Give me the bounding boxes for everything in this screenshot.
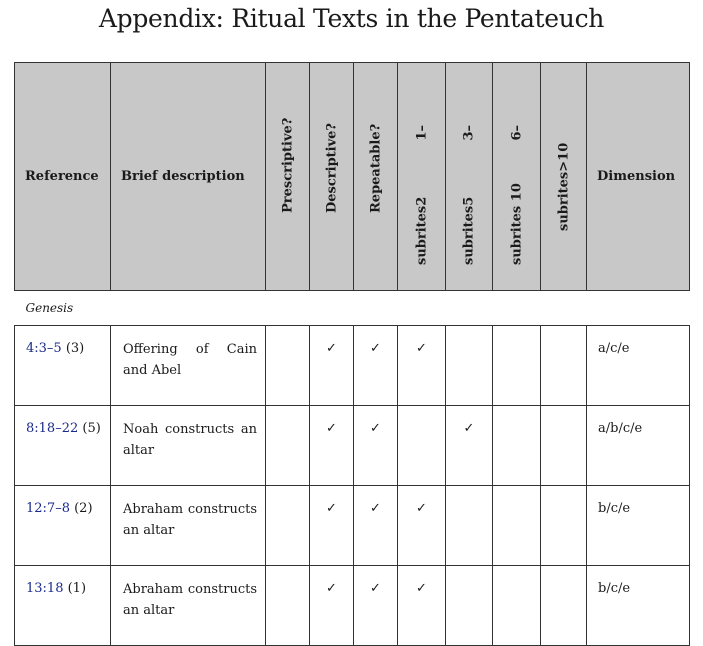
repeatable-cell: ✓ [354, 566, 398, 646]
header-row [15, 63, 690, 291]
table-row [15, 326, 690, 406]
header-prescriptive [266, 63, 310, 291]
header-repeatable-label: Repeatable? [368, 123, 383, 213]
reference-count: (3) [65, 341, 85, 356]
reference-link[interactable]: 12:7–8 [26, 501, 70, 516]
subrites-3-5-cell: ✓ [446, 406, 493, 486]
header-subrites-3-5-label: subrites5 3– [461, 125, 477, 265]
header-reference: Reference [15, 63, 111, 291]
table-row [15, 486, 690, 566]
ritual-texts-table [14, 62, 690, 646]
dimension-cell: a/c/e [587, 326, 690, 406]
reference-count: (2) [74, 501, 93, 516]
description-cell: Abraham constructs an altar [111, 566, 266, 646]
subrites-1-2-cell: ✓ [398, 486, 446, 566]
reference-cell [15, 566, 111, 646]
description-cell: Abraham constructs an altar [111, 486, 266, 566]
header-dimension: Dimension [587, 63, 690, 291]
subrites-3-5-cell [446, 486, 493, 566]
dimension-cell: b/c/e [587, 566, 690, 646]
description-cell: Noah constructs an altar [111, 406, 266, 486]
subrites-1-2-cell: ✓ [398, 566, 446, 646]
descriptive-cell: ✓ [310, 326, 354, 406]
subrites-1-2-cell: ✓ [398, 326, 446, 406]
header-subrites-1-2-label: subrites2 1– [414, 125, 429, 265]
descriptive-cell: ✓ [310, 406, 354, 486]
prescriptive-cell [266, 406, 310, 486]
reference-link[interactable]: 8:18–22 [26, 421, 79, 436]
repeatable-cell: ✓ [354, 326, 398, 406]
reference-link[interactable]: 13:18 [26, 581, 64, 596]
prescriptive-cell [266, 486, 310, 566]
prescriptive-cell [266, 326, 310, 406]
reference-count: (5) [82, 421, 101, 436]
subrites-10-plus-cell [541, 486, 587, 566]
table-row [15, 566, 690, 646]
subrites-3-5-cell [446, 326, 493, 406]
header-subrites-3-5 [446, 63, 493, 291]
descriptive-cell: ✓ [310, 566, 354, 646]
dimension-cell: b/c/e [587, 486, 690, 566]
reference-link[interactable]: 4:3–5 [26, 341, 62, 356]
descriptive-cell: ✓ [310, 486, 354, 566]
subrites-6-10-cell [493, 486, 541, 566]
subrites-10-plus-cell [541, 326, 587, 406]
header-subrites-6-10 [493, 63, 541, 291]
header-prescriptive-label: Prescriptive? [280, 117, 295, 213]
header-subrites-10-plus-label: subrites >10 [556, 142, 571, 231]
header-descriptive-label: Descriptive? [324, 122, 339, 213]
subrites-1-2-cell [398, 406, 446, 486]
subrites-3-5-cell [446, 566, 493, 646]
header-subrites-6-10-label: subrites 10 6– [509, 125, 524, 265]
page-title: Appendix: Ritual Texts in the Pentateuch [98, 4, 605, 33]
reference-cell [15, 486, 111, 566]
dimension-cell: a/b/c/e [587, 406, 690, 486]
header-repeatable [354, 63, 398, 291]
subrites-6-10-cell [493, 326, 541, 406]
subrites-6-10-cell [493, 566, 541, 646]
repeatable-cell: ✓ [354, 486, 398, 566]
section-row [15, 291, 690, 326]
subrites-10-plus-cell [541, 406, 587, 486]
header-subrites-1-2 [398, 63, 446, 291]
description-cell: Offering of Cain and Abel [111, 326, 266, 406]
reference-cell [15, 326, 111, 406]
subrites-6-10-cell [493, 406, 541, 486]
header-subrites-10-plus [541, 63, 587, 291]
table-row [15, 406, 690, 486]
header-brief-description: Brief description [111, 63, 266, 291]
reference-count: (1) [67, 581, 87, 596]
repeatable-cell: ✓ [354, 406, 398, 486]
subrites-10-plus-cell [541, 566, 587, 646]
header-descriptive [310, 63, 354, 291]
reference-cell [15, 406, 111, 486]
prescriptive-cell [266, 566, 310, 646]
section-title: Genesis [25, 301, 74, 315]
